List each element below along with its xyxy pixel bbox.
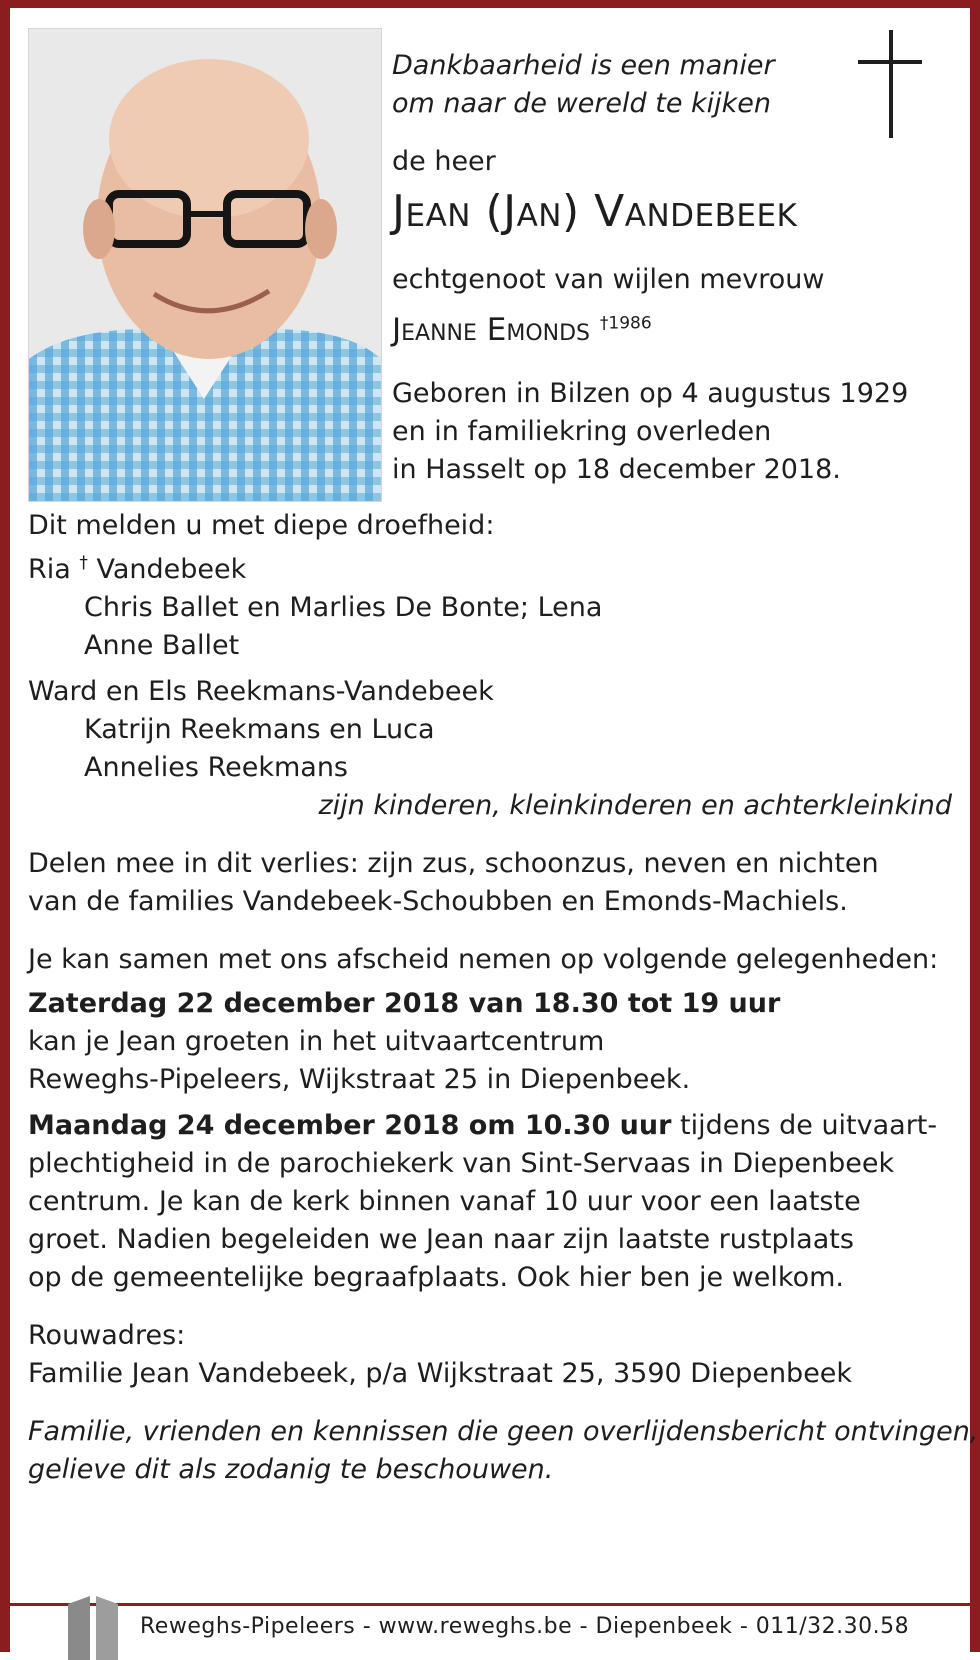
spouse-line [392, 310, 652, 350]
address-value: Familie Jean Vandebeek, p/a Wijkstraat 25, 3590 Diepenbeek [28, 1358, 853, 1389]
family-relation: zijn kinderen, kleinkinderen en achterkleinkind [318, 790, 952, 821]
event2-rest: tijdens de uitvaart- [671, 1110, 938, 1141]
dagger-icon: † [599, 313, 609, 334]
event1-date: Zaterdag 22 december 2018 van 18.30 tot 19 uur [28, 988, 781, 1019]
event2-line-1 [28, 1106, 937, 1146]
family-ward-child-1: Katrijn Reekmans en Luca [84, 714, 435, 745]
spouse-name: Jeanne Emonds [392, 312, 591, 348]
announce-intro: Dit melden u met diepe droefheid: [28, 510, 495, 541]
deceased-name: Jean (Jan) Vandebeek [392, 186, 798, 237]
portrait-photo [28, 28, 382, 502]
family-ria-child-1: Chris Ballet en Marlies De Bonte; Lena [84, 592, 603, 623]
closing-line-1: Familie, vrienden en kennissen die geen overlijdensbericht ontvingen, [28, 1416, 979, 1447]
farewell-intro: Je kan samen met ons afscheid nemen op volgende gelegenheden: [28, 944, 939, 975]
event2-line-3: centrum. Je kan de kerk binnen vanaf 10 uur voor een laatste [28, 1186, 861, 1217]
funeral-home-logo-icon [68, 1596, 126, 1660]
dagger-icon: † [79, 553, 88, 573]
quote-line-1: Dankbaarheid is een manier [392, 50, 775, 81]
address-label: Rouwadres: [28, 1320, 186, 1351]
event2-line-5: op de gemeentelijke begraafplaats. Ook hier ben je welkom. [28, 1262, 844, 1293]
spouse-intro: echtgenoot van wijlen mevrouw [392, 264, 825, 295]
family-ria-child-2: Anne Ballet [84, 630, 240, 661]
life-line-1: Geboren in Bilzen op 4 augustus 1929 [392, 378, 909, 409]
event1-line-3: Reweghs-Pipeleers, Wijkstraat 25 in Diepenbeek. [28, 1064, 691, 1095]
quote-line-2: om naar de wereld te kijken [392, 88, 772, 119]
life-line-2: en in familiekring overleden [392, 416, 772, 447]
cross-icon [858, 30, 928, 140]
title-prefix: de heer [392, 146, 496, 177]
family-ward-child-2: Annelies Reekmans [84, 752, 349, 783]
share-line-2: van de families Vandebeek-Schoubben en Emonds-Machiels. [28, 886, 848, 917]
event1-line-2: kan je Jean groeten in het uitvaartcentrum [28, 1026, 605, 1057]
ria-last: Vandebeek [96, 554, 247, 585]
closing-line-2: gelieve dit als zodanig te beschouwen. [28, 1454, 554, 1485]
footer-text: Reweghs-Pipeleers - www.reweghs.be - Diepenbeek - 011/32.30.58 [140, 1614, 910, 1639]
family-ria [28, 550, 246, 590]
share-line-1: Delen mee in dit verlies: zijn zus, schoonzus, neven en nichten [28, 848, 879, 879]
event2-date: Maandag 24 december 2018 om 10.30 uur [28, 1110, 672, 1141]
ria-first: Ria [28, 554, 71, 585]
event2-line-2: plechtigheid in de parochiekerk van Sint-Servaas in Diepenbeek [28, 1148, 895, 1179]
family-ward: Ward en Els Reekmans-Vandebeek [28, 676, 494, 707]
event2-line-4: groet. Nadien begeleiden we Jean naar zijn laatste rustplaats [28, 1224, 854, 1255]
footer-divider [10, 1603, 970, 1606]
spouse-death-year: 1986 [608, 313, 652, 334]
life-line-3: in Hasselt op 18 december 2018. [392, 454, 841, 485]
obituary-card [10, 8, 979, 1652]
